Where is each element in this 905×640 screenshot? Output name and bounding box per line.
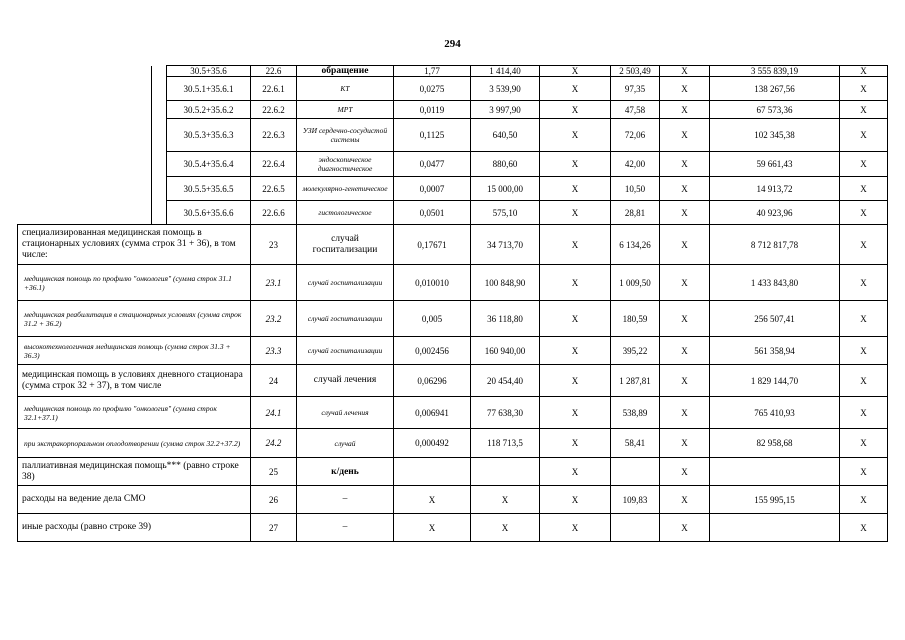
value-cell: X	[540, 201, 611, 225]
value-cell: X	[660, 429, 710, 458]
value-cell: 47,58	[611, 101, 660, 119]
table-row	[18, 101, 888, 119]
value-cell: 42,00	[611, 152, 660, 177]
row-label-cell: специализированная медицинская помощь в стационарных условиях (сумма строк 31 + 36), в том числе:	[18, 225, 251, 265]
value-cell: 0,0477	[394, 152, 471, 177]
unit-cell: случай лечения	[297, 397, 394, 429]
value-cell	[710, 514, 840, 542]
unit-cell: молекулярно-генетическое	[297, 177, 394, 201]
row-code-cell: 30.5.2+35.6.2	[167, 101, 251, 119]
value-cell: X	[660, 265, 710, 301]
value-cell: X	[840, 397, 888, 429]
value-cell: 575,10	[471, 201, 540, 225]
value-cell: 0,0007	[394, 177, 471, 201]
value-cell: X	[660, 514, 710, 542]
value-cell: X	[840, 77, 888, 101]
row-number-cell: 27	[251, 514, 297, 542]
value-cell: X	[840, 301, 888, 337]
value-cell: 8 712 817,78	[710, 225, 840, 265]
value-cell: X	[540, 365, 611, 397]
value-cell: X	[840, 365, 888, 397]
row-label-cell: высокотехнологичная медицинская помощь (сумма строк 31.3 + 36.3)	[18, 337, 251, 365]
blank-cell	[152, 119, 167, 152]
value-cell: 58,41	[611, 429, 660, 458]
table-row	[18, 152, 888, 177]
row-label-cell: при экстракорпоральном оплодотворении (сумма строк 32.2+37.2)	[18, 429, 251, 458]
blank-cell	[18, 152, 152, 177]
unit-cell: –	[297, 486, 394, 514]
value-cell: X	[660, 337, 710, 365]
value-cell	[611, 514, 660, 542]
unit-cell: случай госпитализации	[297, 265, 394, 301]
blank-cell	[152, 77, 167, 101]
value-cell: X	[660, 365, 710, 397]
blank-cell	[152, 201, 167, 225]
value-cell: X	[660, 119, 710, 152]
value-cell: 1 433 843,80	[710, 265, 840, 301]
value-cell: 15 000,00	[471, 177, 540, 201]
blank-cell	[18, 101, 152, 119]
value-cell: 20 454,40	[471, 365, 540, 397]
value-cell: 0,0119	[394, 101, 471, 119]
blank-cell	[18, 119, 152, 152]
value-cell: X	[660, 397, 710, 429]
value-cell: 3 555 839,19	[710, 66, 840, 77]
value-cell: 538,89	[611, 397, 660, 429]
value-cell: 395,22	[611, 337, 660, 365]
table-row	[18, 265, 888, 301]
row-number-cell: 23.1	[251, 265, 297, 301]
value-cell: 82 958,68	[710, 429, 840, 458]
table-row	[18, 177, 888, 201]
value-cell: X	[660, 225, 710, 265]
value-cell: X	[660, 66, 710, 77]
value-cell: X	[840, 177, 888, 201]
row-code-cell: 30.5.1+35.6.1	[167, 77, 251, 101]
row-label-cell: паллиативная медицинская помощь*** (равно строке 38)	[18, 458, 251, 486]
value-cell: 14 913,72	[710, 177, 840, 201]
value-cell	[471, 458, 540, 486]
row-number-cell: 23.2	[251, 301, 297, 337]
value-cell: X	[840, 514, 888, 542]
value-cell: X	[840, 337, 888, 365]
row-label-cell: медицинская помощь по профилю "онкология" (сумма строк 32.1+37.1)	[18, 397, 251, 429]
blank-cell	[18, 201, 152, 225]
row-code-cell: 30.5.5+35.6.5	[167, 177, 251, 201]
blank-cell	[18, 177, 152, 201]
value-cell: 77 638,30	[471, 397, 540, 429]
blank-cell	[152, 152, 167, 177]
value-cell: X	[840, 429, 888, 458]
value-cell: 0,0275	[394, 77, 471, 101]
unit-cell: случай госпитализации	[297, 337, 394, 365]
value-cell: X	[540, 265, 611, 301]
value-cell: X	[540, 429, 611, 458]
value-cell: 138 267,56	[710, 77, 840, 101]
value-cell: X	[540, 458, 611, 486]
value-cell: X	[540, 101, 611, 119]
unit-cell: эндоскопическое диагностическое	[297, 152, 394, 177]
value-cell: 0,1125	[394, 119, 471, 152]
value-cell: X	[540, 486, 611, 514]
value-cell: X	[660, 152, 710, 177]
value-cell: 36 118,80	[471, 301, 540, 337]
row-number-cell: 22.6.6	[251, 201, 297, 225]
value-cell: 1 009,50	[611, 265, 660, 301]
value-cell: 72,06	[611, 119, 660, 152]
value-cell: 3 997,90	[471, 101, 540, 119]
value-cell: X	[840, 265, 888, 301]
value-cell: X	[840, 101, 888, 119]
row-label-cell: медицинская помощь в условиях дневного стационара (сумма строк 32 + 37), в том числе	[18, 365, 251, 397]
value-cell: 1 829 144,70	[710, 365, 840, 397]
value-cell: 765 410,93	[710, 397, 840, 429]
value-cell: 1 287,81	[611, 365, 660, 397]
row-label-cell: расходы на ведение дела СМО	[18, 486, 251, 514]
table-row	[18, 486, 888, 514]
unit-cell: гистологическое	[297, 201, 394, 225]
value-cell: 0,000492	[394, 429, 471, 458]
value-cell: 10,50	[611, 177, 660, 201]
value-cell: 0,17671	[394, 225, 471, 265]
row-number-cell: 22.6.1	[251, 77, 297, 101]
row-number-cell: 24.1	[251, 397, 297, 429]
table-row	[18, 66, 888, 77]
table-row	[18, 201, 888, 225]
table-row	[18, 458, 888, 486]
value-cell: X	[660, 77, 710, 101]
row-label-cell: медицинская реабилитация в стационарных условиях (сумма строк 31.2 + 36.2)	[18, 301, 251, 337]
row-code-cell: 30.5.3+35.6.3	[167, 119, 251, 152]
value-cell: X	[540, 301, 611, 337]
value-cell: 0,010010	[394, 265, 471, 301]
row-label-cell: иные расходы (равно строке 39)	[18, 514, 251, 542]
unit-cell: УЗИ сердечно-сосудистой системы	[297, 119, 394, 152]
row-number-cell: 22.6.5	[251, 177, 297, 201]
value-cell: 118 713,5	[471, 429, 540, 458]
row-number-cell: 23	[251, 225, 297, 265]
table-row	[18, 397, 888, 429]
value-cell: 109,83	[611, 486, 660, 514]
value-cell: 180,59	[611, 301, 660, 337]
value-cell: X	[394, 514, 471, 542]
table-row	[18, 514, 888, 542]
value-cell: X	[540, 514, 611, 542]
row-code-cell: 30.5+35.6	[167, 66, 251, 77]
row-label-cell: медицинская помощь по профилю "онкология" (сумма строк 31.1 +36.1)	[18, 265, 251, 301]
table-row	[18, 301, 888, 337]
value-cell: 102 345,38	[710, 119, 840, 152]
row-number-cell: 24	[251, 365, 297, 397]
row-number-cell: 24.2	[251, 429, 297, 458]
blank-cell	[18, 66, 152, 77]
value-cell: X	[471, 514, 540, 542]
value-cell: X	[540, 152, 611, 177]
value-cell: 28,81	[611, 201, 660, 225]
value-cell: 1 414,40	[471, 66, 540, 77]
table-row	[18, 77, 888, 101]
value-cell: X	[840, 152, 888, 177]
unit-cell: МРТ	[297, 101, 394, 119]
value-cell: 2 503,49	[611, 66, 660, 77]
value-cell: 1,77	[394, 66, 471, 77]
row-number-cell: 22.6.2	[251, 101, 297, 119]
value-cell: 0,0501	[394, 201, 471, 225]
value-cell: X	[660, 201, 710, 225]
row-number-cell: 23.3	[251, 337, 297, 365]
unit-cell: к/день	[297, 458, 394, 486]
value-cell: 59 661,43	[710, 152, 840, 177]
value-cell: X	[540, 77, 611, 101]
value-cell: 0,006941	[394, 397, 471, 429]
row-number-cell: 22.6.3	[251, 119, 297, 152]
blank-cell	[152, 66, 167, 77]
value-cell: X	[840, 66, 888, 77]
table-row	[18, 337, 888, 365]
value-cell: X	[660, 177, 710, 201]
blank-cell	[18, 77, 152, 101]
value-cell: 34 713,70	[471, 225, 540, 265]
table-row	[18, 365, 888, 397]
value-cell: X	[840, 458, 888, 486]
value-cell: 561 358,94	[710, 337, 840, 365]
value-cell: 40 923,96	[710, 201, 840, 225]
value-cell	[710, 458, 840, 486]
value-cell: 0,06296	[394, 365, 471, 397]
unit-cell: обращение	[297, 66, 394, 77]
value-cell: X	[540, 337, 611, 365]
value-cell: 67 573,36	[710, 101, 840, 119]
value-cell: 6 134,26	[611, 225, 660, 265]
unit-cell: случай госпитализации	[297, 301, 394, 337]
table-row	[18, 119, 888, 152]
value-cell: 97,35	[611, 77, 660, 101]
table-row	[18, 429, 888, 458]
value-cell: X	[660, 101, 710, 119]
value-cell	[394, 458, 471, 486]
value-cell: 640,50	[471, 119, 540, 152]
value-cell: X	[471, 486, 540, 514]
value-cell: X	[540, 119, 611, 152]
value-cell: X	[840, 225, 888, 265]
unit-cell: КТ	[297, 77, 394, 101]
blank-cell	[152, 101, 167, 119]
value-cell: 880,60	[471, 152, 540, 177]
value-cell: 100 848,90	[471, 265, 540, 301]
row-number-cell: 26	[251, 486, 297, 514]
value-cell: 0,002456	[394, 337, 471, 365]
value-cell: X	[660, 458, 710, 486]
unit-cell: случай	[297, 429, 394, 458]
blank-cell	[152, 177, 167, 201]
value-cell: X	[540, 177, 611, 201]
table-row	[18, 225, 888, 265]
unit-cell: –	[297, 514, 394, 542]
value-cell: X	[540, 397, 611, 429]
value-cell: X	[394, 486, 471, 514]
value-cell: X	[840, 201, 888, 225]
unit-cell: случай госпитализации	[297, 225, 394, 265]
value-cell: X	[540, 66, 611, 77]
value-cell: X	[660, 301, 710, 337]
value-cell: X	[840, 119, 888, 152]
value-cell: 160 940,00	[471, 337, 540, 365]
value-cell: 256 507,41	[710, 301, 840, 337]
value-cell: X	[540, 225, 611, 265]
row-number-cell: 22.6.4	[251, 152, 297, 177]
value-cell: 3 539,90	[471, 77, 540, 101]
value-cell: X	[840, 486, 888, 514]
row-code-cell: 30.5.4+35.6.4	[167, 152, 251, 177]
page-number: 294	[444, 38, 461, 50]
row-code-cell: 30.5.6+35.6.6	[167, 201, 251, 225]
value-cell: 0,005	[394, 301, 471, 337]
value-cell: X	[660, 486, 710, 514]
row-number-cell: 25	[251, 458, 297, 486]
value-cell	[611, 458, 660, 486]
row-number-cell: 22.6	[251, 66, 297, 77]
unit-cell: случай лечения	[297, 365, 394, 397]
budget-table	[17, 65, 888, 542]
value-cell: 155 995,15	[710, 486, 840, 514]
